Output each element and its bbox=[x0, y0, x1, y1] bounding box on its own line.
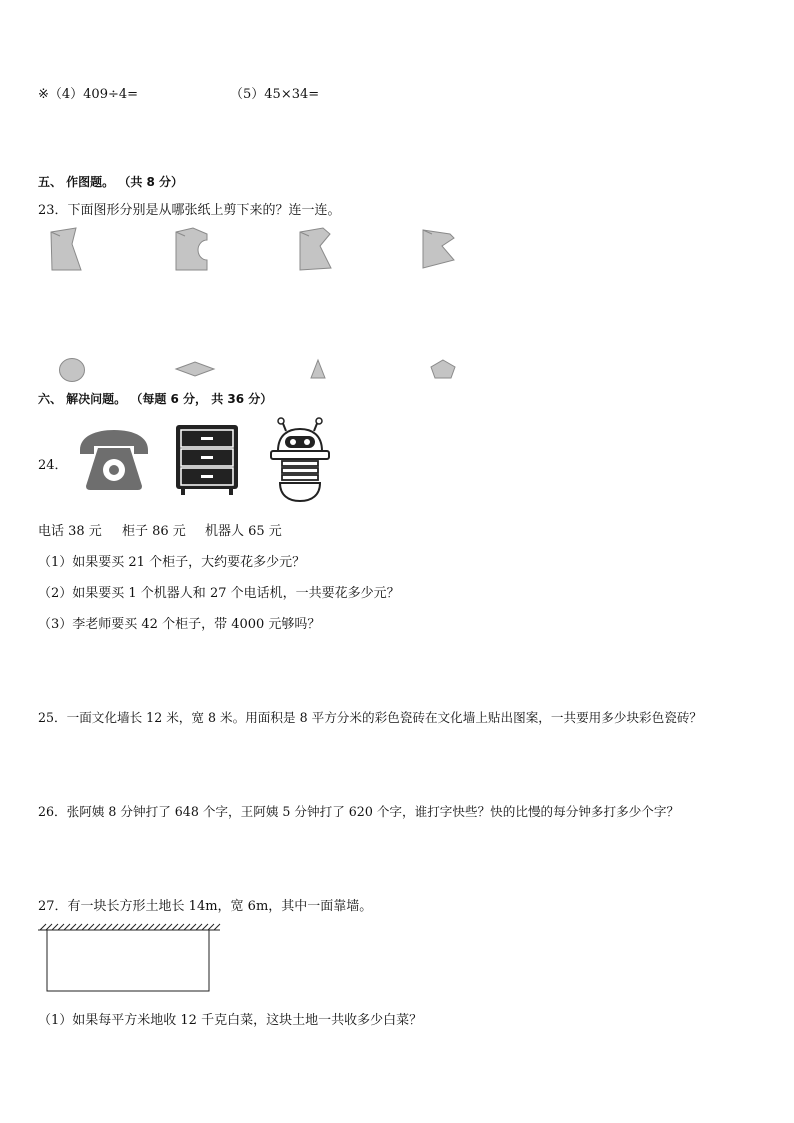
rhombus-shape-icon bbox=[175, 361, 215, 377]
question-24-sub-1: （1）如果要买 21 个柜子，大约要花多少元？ bbox=[38, 555, 306, 570]
folded-paper-4-icon bbox=[420, 226, 458, 272]
price-telephone: 电话 38 元 bbox=[38, 524, 102, 539]
question-24-number: 24． bbox=[38, 458, 68, 473]
question-24-sub-2: （2）如果要买 1 个机器人和 27 个电话机，一共要花多少元？ bbox=[38, 586, 400, 601]
section-5-heading: 五、 作图题。 （共 8 分） bbox=[38, 175, 184, 189]
pentagon-shape-icon bbox=[430, 359, 456, 379]
question-4-calc: ※（4）409÷4= bbox=[38, 87, 139, 102]
circle-shape-icon bbox=[58, 357, 86, 383]
question-25-text: 25．一面文化墙长 12 米，宽 8 米。用面积是 8 平方分米的彩色瓷砖在文化墙上贴出图案，一共要用多少块彩色瓷砖？ bbox=[38, 710, 703, 725]
telephone-icon bbox=[76, 428, 152, 492]
folded-paper-2-icon bbox=[173, 226, 211, 272]
question-23-text: 23．下面图形分别是从哪张纸上剪下来的？连一连。 bbox=[38, 203, 341, 218]
question-27-sub-1: （1）如果每平方米地收 12 千克白菜，这块土地一共收多少白菜？ bbox=[38, 1013, 423, 1028]
question-26-text: 26．张阿姨 8 分钟打了 648 个字，王阿姨 5 分钟打了 620 个字，谁打字快些？快的比慢的每分钟多打多少个字？ bbox=[38, 804, 680, 819]
price-cabinet: 柜子 86 元 bbox=[122, 524, 186, 539]
cabinet-icon bbox=[175, 424, 239, 496]
wall-rectangle-figure bbox=[38, 924, 222, 994]
triangle-shape-icon bbox=[309, 359, 327, 379]
question-27-text: 27．有一块长方形土地长 14m，宽 6m，其中一面靠墙。 bbox=[38, 899, 373, 914]
folded-paper-3-icon bbox=[297, 226, 335, 272]
price-robot: 机器人 65 元 bbox=[205, 524, 282, 539]
folded-paper-1-icon bbox=[48, 226, 84, 272]
question-5-calc: （5）45×34= bbox=[230, 87, 320, 102]
section-6-heading: 六、 解决问题。 （每题 6 分， 共 36 分） bbox=[38, 392, 273, 406]
question-24-sub-3: （3）李老师要买 42 个柜子，带 4000 元够吗？ bbox=[38, 617, 321, 632]
robot-icon bbox=[268, 417, 332, 503]
